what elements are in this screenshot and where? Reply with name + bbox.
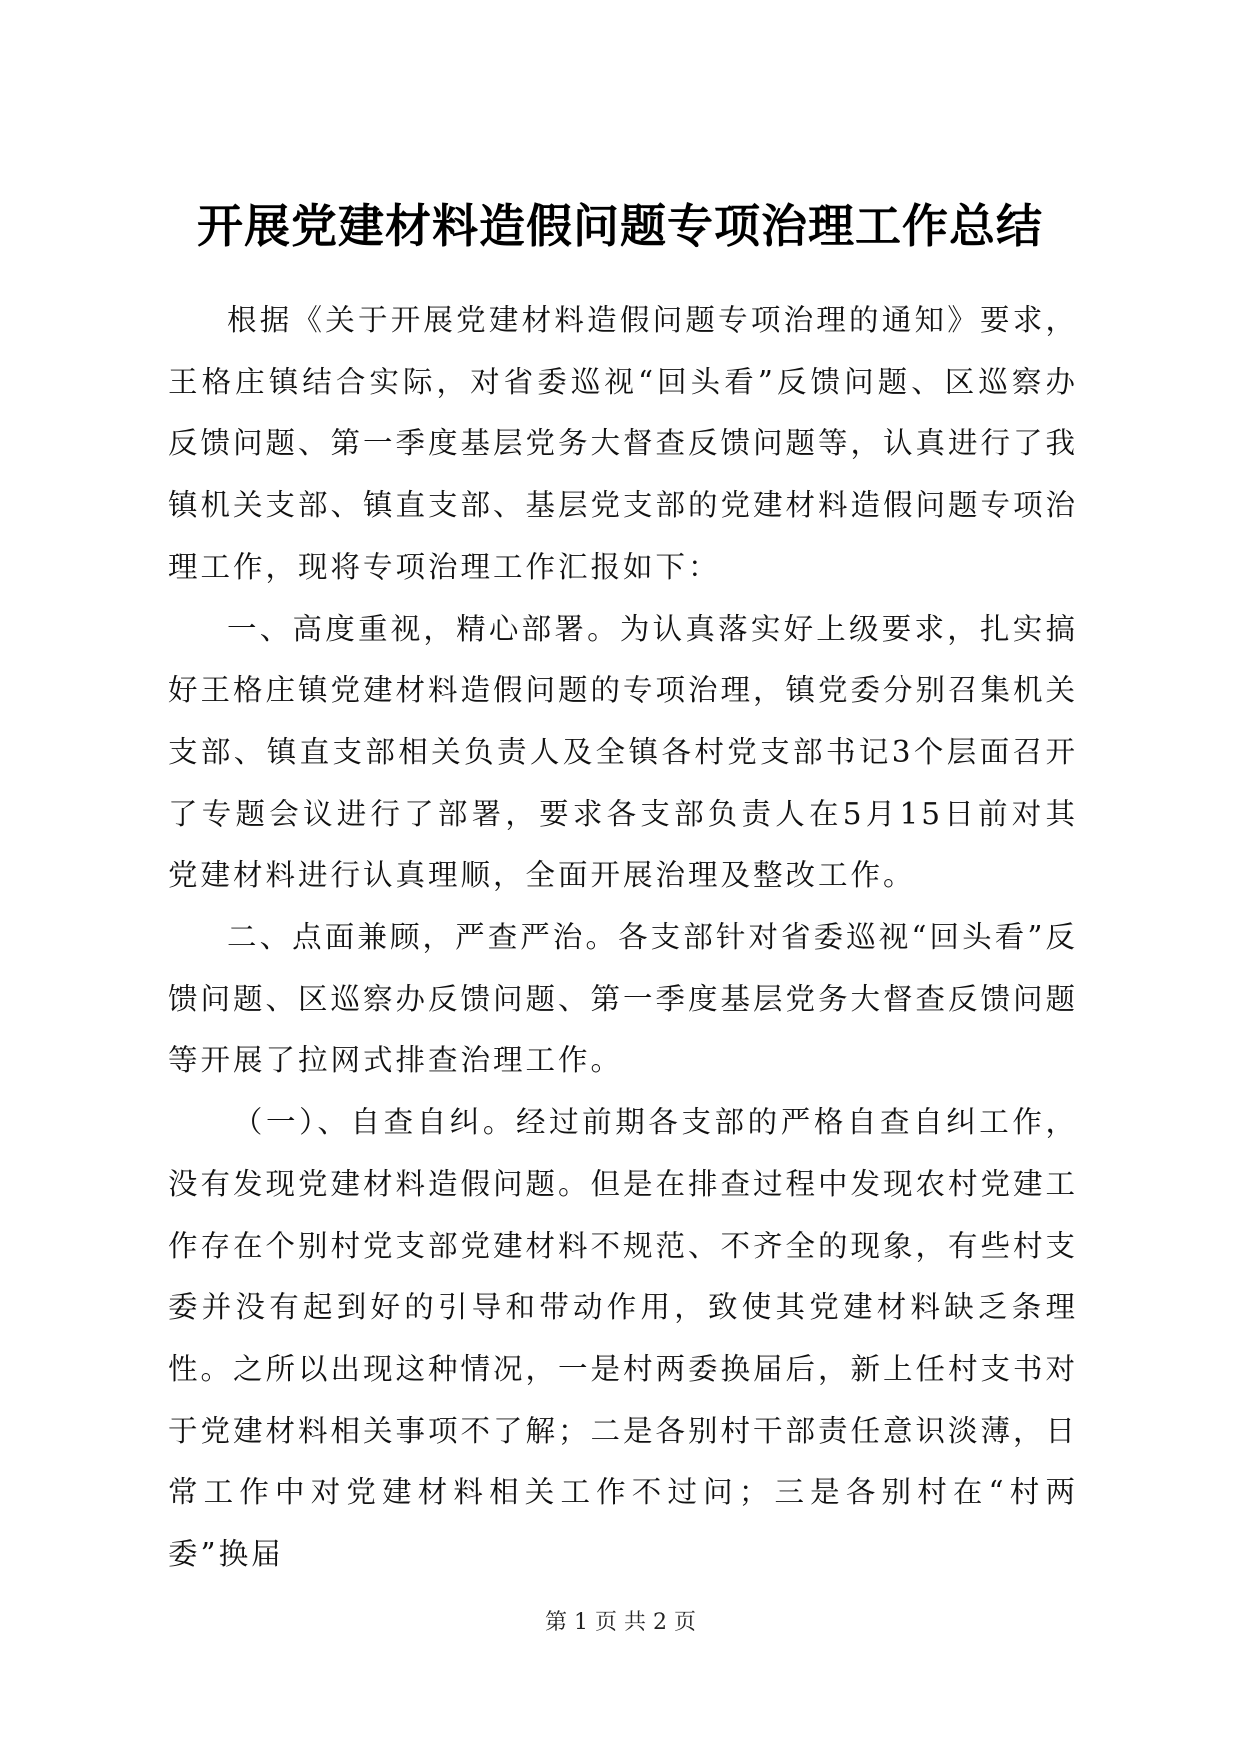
paragraph-section-2: 二、点面兼顾，严查严治。各支部针对省委巡视“回头看”反馈问题、区巡察办反馈问题、第一季度基层党务大督查反馈问题等开展了拉网式排查治理工作。: [168, 920, 1079, 1078]
page-number-footer: 第 1 页 共 2 页: [545, 1610, 696, 1635]
paragraph-subsection-1: （一）、自查自纠。经过前期各支部的严格自查自纠工作，没有发现党建材料造假问题。但是在排查过程中发现农村党建工作存在个别村党支部党建材料不规范、不齐全的现象，有些村支委并没有起到好的引导和带动作用，致使其党建材料缺乏条理性。之所以出现这种情况，一是村两委换届后，新上任村支书对于党建材料相关事项不了解；二是各别村干部责任意识淡薄，日常工作中对党建材料相关工作不过问；三是各别村在“村两委”换届: [168, 1105, 1079, 1572]
paragraph-intro: 根据《关于开展党建材料造假问题专项治理的通知》要求，王格庄镇结合实际，对省委巡视“回头看”反馈问题、区巡察办反馈问题、第一季度基层党务大督查反馈问题等，认真进行了我镇机关支部、镇直支部、基层党支部的党建材料造假问题专项治理工作，现将专项治理工作汇报如下：: [168, 303, 1079, 584]
document-title: 开展党建材料造假问题专项治理工作总结: [197, 199, 1043, 253]
document-body: [168, 290, 1078, 1586]
paragraph-section-1: 一、高度重视，精心部署。为认真落实好上级要求，扎实搞好王格庄镇党建材料造假问题的专项治理，镇党委分别召集机关支部、镇直支部相关负责人及全镇各村党支部书记3个层面召开了专题会议进行了部署，要求各支部负责人在5月15日前对其党建材料进行认真理顺，全面开展治理及整改工作。: [168, 611, 1079, 893]
